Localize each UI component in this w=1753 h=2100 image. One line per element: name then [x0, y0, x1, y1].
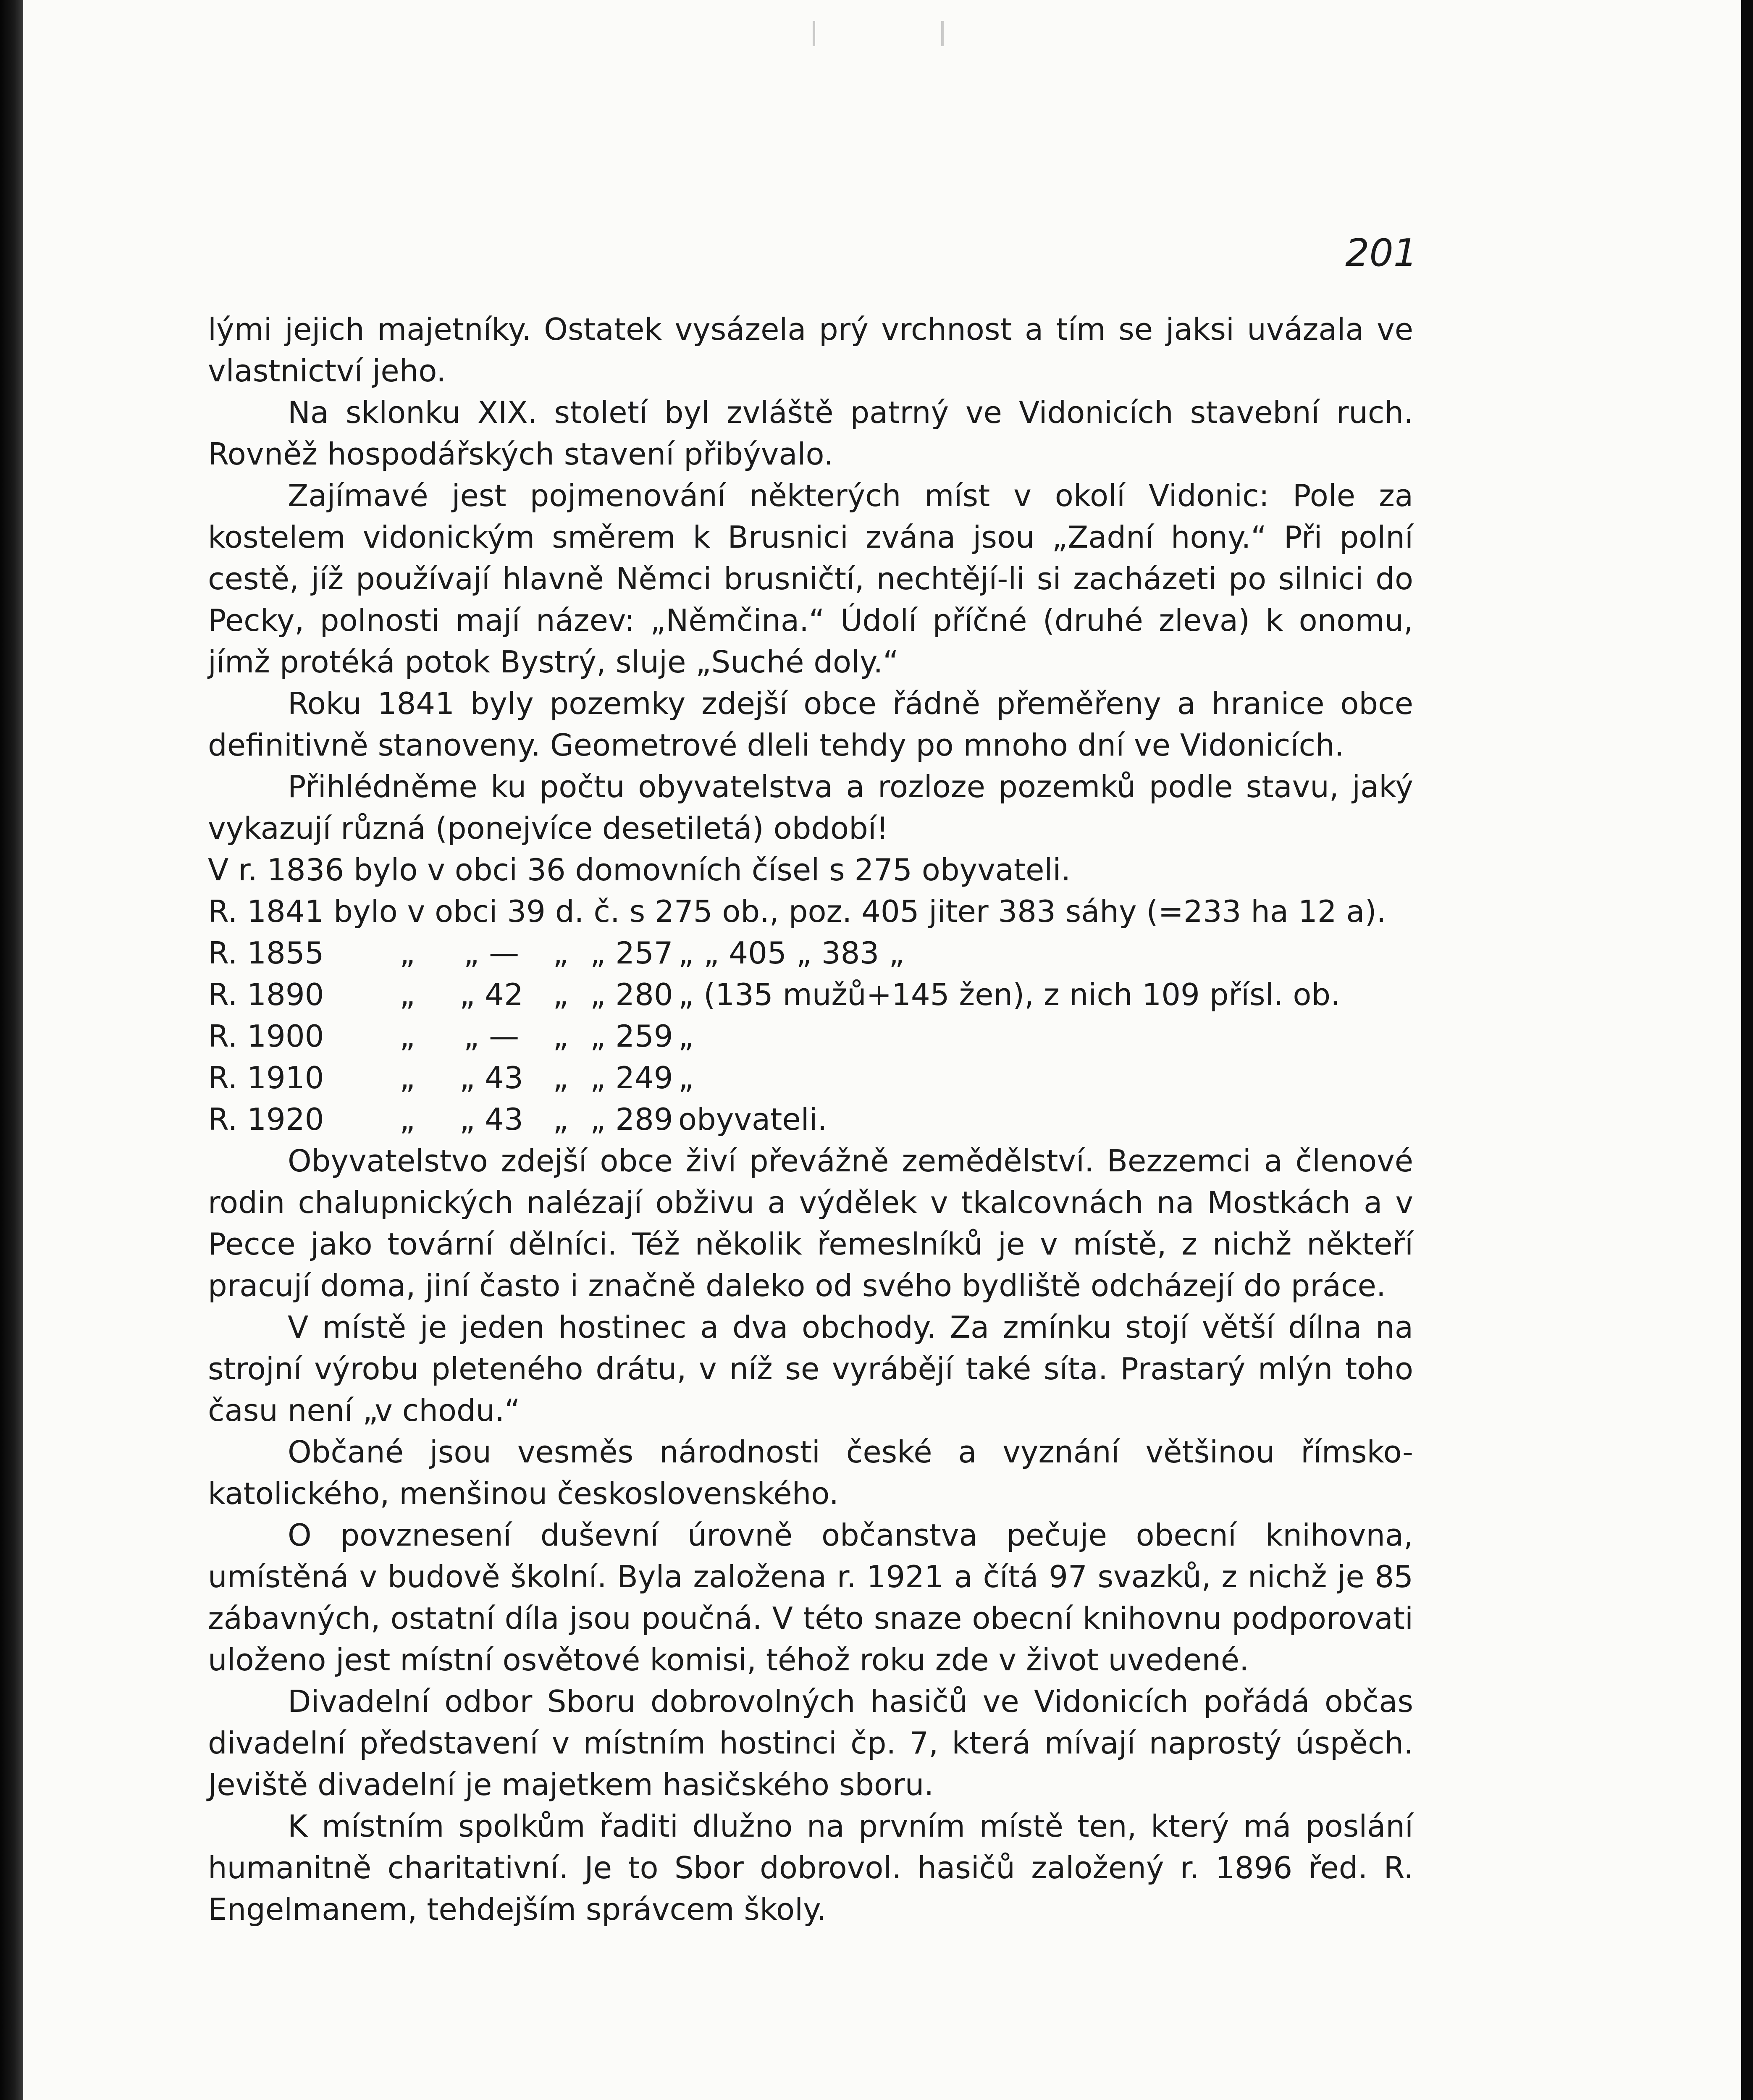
row-population: „ 280	[590, 977, 673, 1012]
row-year: R. 1890	[208, 977, 324, 1012]
row-ditto: „	[553, 1102, 569, 1137]
stats-line: V r. 1836 bylo v obci 36 domovních čísel s 275 obyvateli.	[208, 852, 1071, 887]
population-table	[208, 932, 1340, 1140]
paragraph: Přihlédněme ku počtu obyvatelstva a rozloze pozemků podle stavu, jaký vykazují různá (ponejvíce desetiletá) období!	[208, 769, 1413, 846]
paragraph: O povznesení duševní úrovně občanstva pečuje obecní knihovna, umístěná v budově školní. Byla založena r. 1921 a čítá 97 svazků, z nichž je 85 zábavných, ostatní díla jsou poučná. V této snaze obecní knihovnu podporovati uloženo jest místní osvětové komisi, téhož roku zde v život uvedené.	[208, 1517, 1413, 1677]
row-ditto: „	[553, 1060, 569, 1095]
row-population: „ 257	[590, 935, 673, 971]
row-ditto: „	[553, 935, 569, 971]
paragraph: Roku 1841 byly pozemky zdejší obce řádně přeměřeny a hranice obce definitivně stanoveny. Geometrové dleli tehdy po mnoho dní ve Vidonicích.	[208, 686, 1413, 763]
row-year: R. 1900	[208, 1018, 324, 1054]
paragraph: Občané jsou vesměs národnosti české a vyznání většinou římsko-katolického, menšinou československého.	[208, 1434, 1413, 1511]
row-ditto: „	[553, 977, 569, 1012]
stats-line: R. 1841 bylo v obci 39 d. č. s 275 ob., poz. 405 jiter 383 sáhy (=233 ha 12 a).	[208, 894, 1386, 929]
page-number: 201	[1345, 231, 1417, 275]
row-houses: „ —	[463, 1018, 520, 1054]
paragraph: Zajímavé jest pojmenování některých míst v okolí Vidonic: Pole za kostelem vidonickým směrem k Brusnici zvána jsou „Zadní hony.“ Při polní cestě, jíž používají hlavně Němci brusničtí, nechtějí-li si zacházeti po silnici do Pecky, polnosti mají název: „Němčina.“ Údolí příčné (druhé zleva) k onomu, jímž protéká potok Bystrý, sluje „Suché doly.“	[208, 478, 1413, 680]
table-row	[208, 974, 1340, 1016]
row-rest: „	[678, 1018, 694, 1054]
row-ditto: „	[399, 1018, 415, 1054]
row-ditto: „	[399, 1060, 415, 1095]
table-row	[208, 932, 1340, 974]
row-houses: „ 42	[459, 977, 523, 1012]
paragraph: V místě je jeden hostinec a dva obchody. Za zmínku stojí větší dílna na strojní výrobu pleteného drátu, v níž se vyrábějí také síta. Prastarý mlýn toho času není „v chodu.“	[208, 1310, 1413, 1428]
paragraph: K místním spolkům řaditi dlužno na prvním místě ten, který má poslání humanitně charitativní. Je to Sbor dobrovol. hasičů založený r. 1896 řed. R. Engelmanem, tehdejším správcem školy.	[208, 1809, 1413, 1927]
scan-artifact	[813, 21, 944, 46]
row-rest: „	[678, 1060, 694, 1095]
table-row	[208, 1057, 1340, 1099]
row-rest: „ „ 405 „ 383 „	[678, 935, 905, 971]
row-rest: „ (135 mužů+145 žen), z nich 109 přísl. ob.	[678, 977, 1340, 1012]
row-houses: „ —	[463, 935, 520, 971]
row-houses: „ 43	[459, 1060, 523, 1095]
table-row	[208, 1016, 1340, 1057]
scan-border	[1741, 0, 1753, 2100]
row-year: R. 1920	[208, 1102, 324, 1137]
row-population: „ 289	[590, 1102, 673, 1137]
paragraph: Na sklonku XIX. století byl zvláště patrný ve Vidonicích stavební ruch. Rovněž hospodářských stavení přibývalo.	[208, 395, 1413, 472]
table-row	[208, 1099, 1340, 1140]
row-year: R. 1910	[208, 1060, 324, 1095]
paragraph: lými jejich majetníky. Ostatek vysázela prý vrchnost a tím se jaksi uvázala ve vlastnictví jeho.	[208, 312, 1413, 388]
paragraph: Divadelní odbor Sboru dobrovolných hasičů ve Vidonicích pořádá občas divadelní představení v místním hostinci čp. 7, která mívají naprostý úspěch. Jeviště divadelní je majetkem hasičského sboru.	[208, 1684, 1413, 1802]
row-ditto: „	[553, 1018, 569, 1054]
book-spine-shadow	[0, 0, 23, 2100]
row-population: „ 259	[590, 1018, 673, 1054]
paragraph: Obyvatelstvo zdejší obce živí převážně zemědělství. Bezzemci a členové rodin chalupnických nalézají obživu a výdělek v tkalcovnách na Mostkách a v Pecce jako tovární dělníci. Též několik řemeslníků je v místě, z nichž někteří pracují doma, jiní často i značně daleko od svého bydliště odcházejí do práce.	[208, 1143, 1413, 1303]
row-year: R. 1855	[208, 935, 324, 971]
row-rest: obyvateli.	[678, 1102, 827, 1137]
row-ditto: „	[399, 977, 415, 1012]
row-houses: „ 43	[459, 1102, 523, 1137]
row-ditto: „	[399, 1102, 415, 1137]
row-ditto: „	[399, 935, 415, 971]
page	[23, 0, 1753, 2100]
body-text	[208, 309, 1413, 1930]
row-population: „ 249	[590, 1060, 673, 1095]
